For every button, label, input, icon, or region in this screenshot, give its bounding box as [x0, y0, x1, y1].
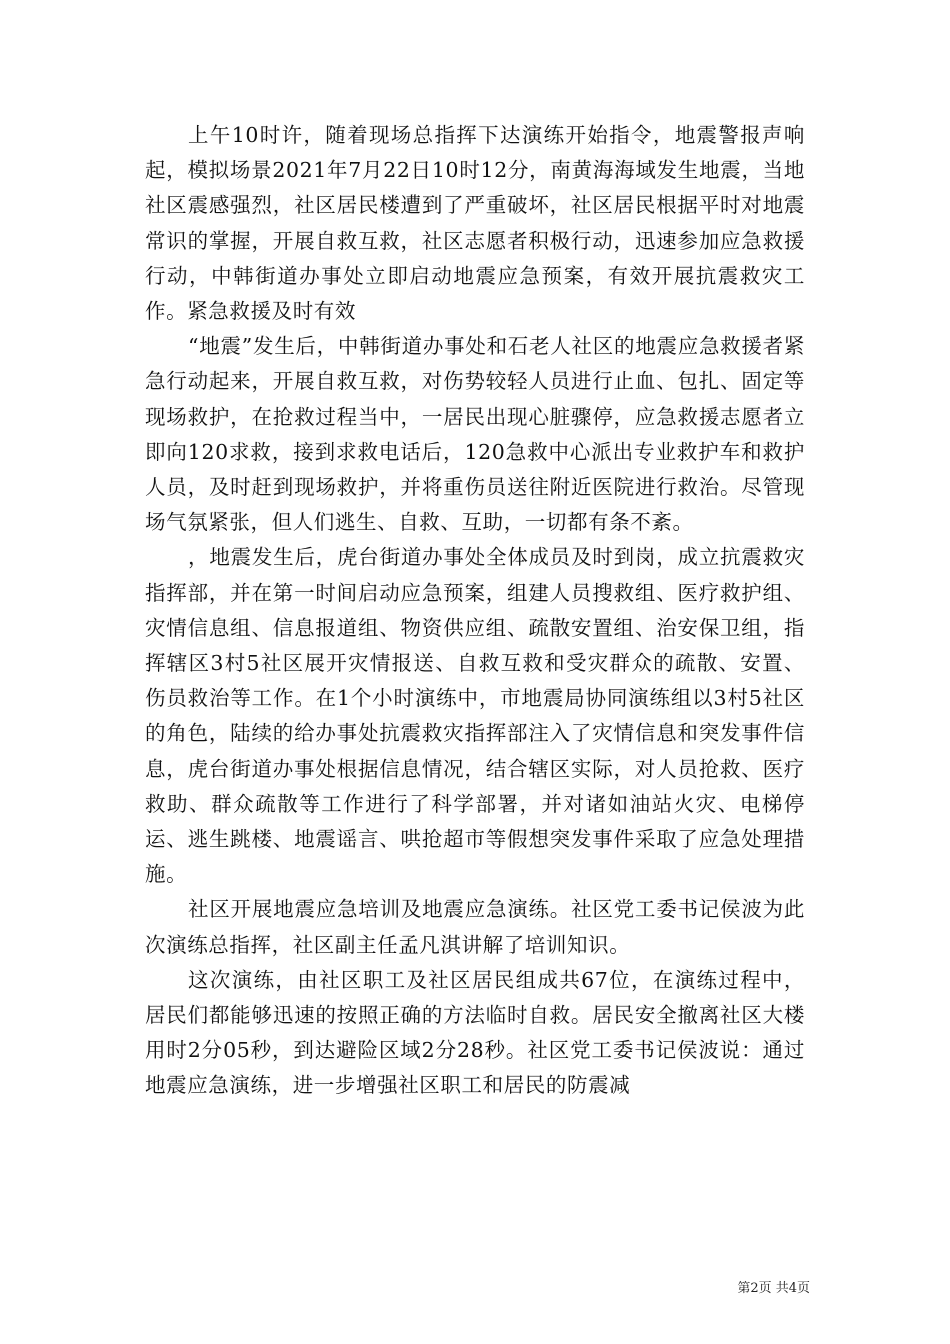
paragraph-drill-results: 这次演练，由社区职工及社区居民组成共67位，在演练过程中，居民们都能够迅速的按照正确的方法临时自救。居民安全撤离社区大楼用时2分05秒，到达避险区域2分28秒。社区党工委书记侯波说：通过地震应急演练，进一步增强社区职工和居民的防震减: [145, 967, 805, 1098]
paragraph-hutai-command: ，地震发生后，虎台街道办事处全体成员及时到岗，成立抗震救灾指挥部，并在第一时间启动应急预案，组建人员搜救组、医疗救护组、灾情信息组、信息报道组、物资供应组、疏散安置组、治安保卫组，指挥辖区3村5社区展开灾情报送、自救互救和受灾群众的疏散、安置、伤员救治等工作。在1个小时演练中，市地震局协同演练组以3村5社区的角色，陆续的给办事处抗震救灾指挥部注入了灾情信息和突发事件信息，虎台街道办事处根据信息情况，结合辖区实际，对人员抢救、医疗救助、群众疏散等工作进行了科学部署，并对诸如油站火灾、电梯停运、逃生跳楼、地震谣言、哄抢超市等假想突发事件采取了应急处理措施。: [145, 545, 805, 887]
paragraph-emergency-rescue: “地震”发生后，中韩街道办事处和石老人社区的地震应急救援者紧急行动起来，开展自救互救，对伤势较轻人员进行止血、包扎、固定等现场救护，在抢救过程当中，一居民出现心脏骤停，应急救援志愿者立即向120求救，接到求救电话后，120急救中心派出专业救护车和救护人员，及时赶到现场救护，并将重伤员送往附近医院进行救治。尽管现场气氛紧张，但人们逃生、自救、互助，一切都有条不紊。: [145, 334, 805, 535]
paragraph-community-training: 社区开展地震应急培训及地震应急演练。社区党工委书记侯波为此次演练总指挥，社区副主任孟凡淇讲解了培训知识。: [145, 897, 805, 957]
paragraph-drill-start: 上午10时许，随着现场总指挥下达演练开始指令，地震警报声响起，模拟场景2021年7月22日10时12分，南黄海海域发生地震，当地社区震感强烈，社区居民楼遭到了严重破坏，社区居民根据平时对地震常识的掌握，开展自救互救，社区志愿者积极行动，迅速参加应急救援行动，中韩街道办事处立即启动地震应急预案，有效开展抗震救灾工作。紧急救援及时有效: [145, 123, 805, 324]
document-body: [145, 118, 805, 1104]
page-number: 第2页 共4页: [737, 1281, 810, 1296]
